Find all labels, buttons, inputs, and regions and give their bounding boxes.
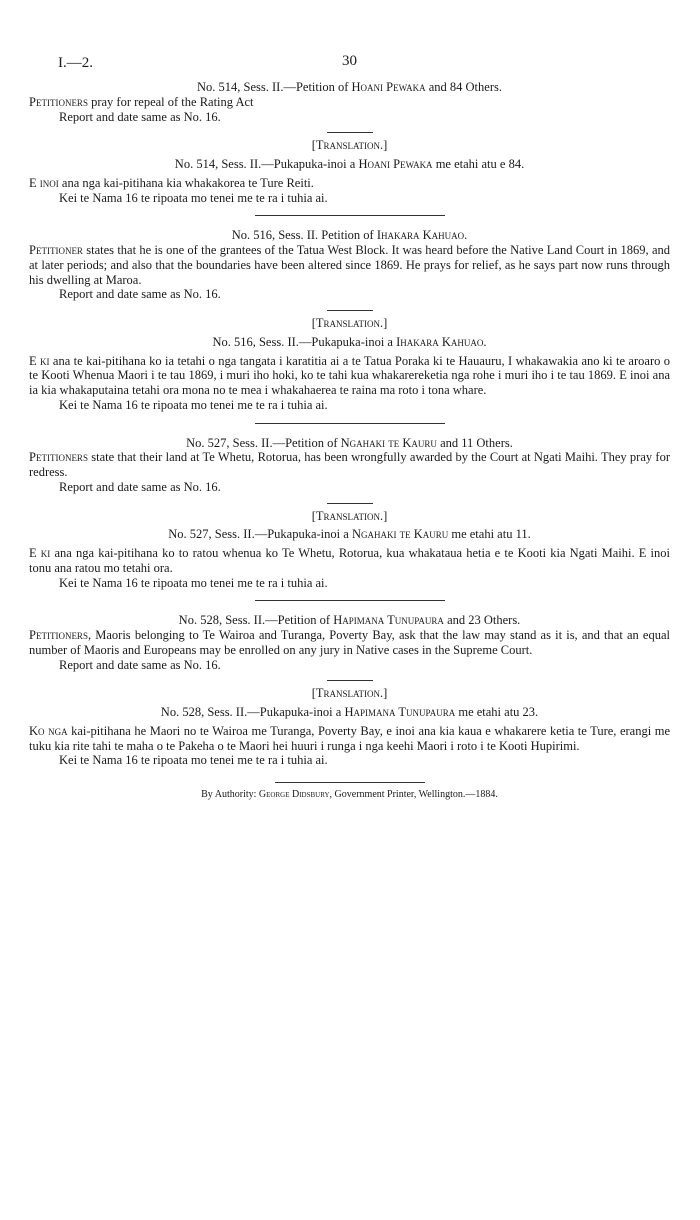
petition-title-suffix: and 23 Others. [447, 613, 521, 628]
petition-section [29, 613, 670, 768]
translation-body-text: ana nga kai-pitihana ko to ratou whenua ko Te Whetu, Rotorua, kua whakataua hetia e te Kooti kia Ngati Maihi. E inoi tonu ana ratou mo tetahi ora. [29, 546, 670, 575]
petition-body [29, 628, 670, 658]
section-divider [255, 215, 445, 216]
translation-petitioner-name: Hapimana Tunupaura [344, 705, 456, 719]
petition-body-lead: Petitioners [29, 628, 88, 642]
petition-report: Report and date same as No. 16. [59, 109, 221, 124]
petition-report: Report and date same as No. 16. [59, 287, 221, 302]
petition-body [29, 450, 670, 480]
petition-section [29, 436, 670, 591]
short-rule [327, 680, 373, 681]
petition-report: Report and date same as No. 16. [59, 479, 221, 494]
translation-title-prefix: No. 516, Sess. II.—Pukapuka-inoi a [212, 334, 393, 349]
translation-title [29, 157, 670, 172]
translation-petitioner-name: Ngahaki te Kauru [351, 527, 449, 542]
translation-title-suffix: me etahi atu e 84. [435, 157, 525, 171]
translation-body [29, 724, 670, 754]
footer-rule [275, 782, 425, 783]
imprint-printer: George Didsbury [258, 789, 330, 800]
petitioner-name: Hapimana Tunupaura [333, 613, 444, 628]
translation-title-prefix: No. 514, Sess. II.—Pukapuka-inoi a [174, 157, 356, 171]
paper-reference: I.—2. [58, 55, 93, 71]
translation-petitioner-name: Hoani Pewaka [358, 157, 433, 171]
petition-body-lead: Petitioners [29, 94, 88, 109]
page-number: 30 [342, 53, 357, 69]
petition-body-text: , Maoris belonging to Te Wairoa and Turanga, Poverty Bay, ask that the law may stand as it is, and that an equal number of Maoris and Europeans may be enrolled on any jury in Native cases in the Supreme Court. [29, 628, 670, 657]
translation-body-lead: E inoi [29, 175, 59, 190]
translation-label: [Translation.] [311, 316, 388, 330]
translation-body [29, 176, 670, 191]
petition-title-suffix: and 84 Others. [428, 80, 502, 94]
petition-title [29, 613, 670, 628]
translation-title [29, 335, 670, 350]
translation-report: Kei te Nama 16 te ripoata mo tenei me te ra i tuhia ai. [59, 753, 328, 768]
translation-body [29, 546, 670, 576]
petition-title-prefix: No. 528, Sess. II.—Petition of [178, 613, 331, 628]
petition-report: Report and date same as No. 16. [59, 657, 221, 672]
petition-title-suffix: and 11 Others. [440, 435, 513, 450]
petition-list [29, 80, 670, 768]
translation-title [29, 527, 670, 542]
petition-section [29, 228, 670, 412]
translation-body-text: kai-pitihana he Maori no te Wairoa me Turanga, Poverty Bay, e inoi ana kia kaua e whakarere ketia te Ture, erangi me tuku kia rite tahi te maha o te Pakeha o te Maori hei huuri i runga i nga keehi Maori i roto i te Kooti Hupirimi. [29, 723, 671, 753]
petition-body [29, 243, 670, 287]
petition-title-prefix: No. 514, Sess. II.—Petition of [197, 80, 349, 94]
translation-label: [Translation.] [311, 508, 388, 523]
translation-title-prefix: No. 528, Sess. II.—Pukapuka-inoi a [160, 705, 342, 719]
translation-body-text: ana te kai-pitihana ko ia tetahi o nga tangata i karatitia ai a te Tatua Poraka ki te Hauauru, I whakawakia ano ki te aroaro o te Kooti Whenua Maori i te tau 1869, i muri iho hoki, ko te tahi kua whakarereketia nga rohe i muri iho i te tau 1869. E inoi ana ia kia whakaputaina tetahi ora mona no te mea i whakahaerea te raina ma roto i tona whare. [29, 353, 670, 397]
translation-label: [Translation.] [311, 138, 388, 153]
translation-report: Kei te Nama 16 te ripoata mo tenei me te ra i tuhia ai. [59, 575, 328, 590]
petitioner-name: Ihakara Kahuao. [376, 228, 468, 243]
translation-title-prefix: No. 527, Sess. II.—Pukapuka-inoi a [168, 527, 349, 542]
translation-body-lead: Ko nga [29, 723, 68, 738]
short-rule [327, 310, 373, 311]
translation-label: [Translation.] [311, 686, 388, 701]
short-rule [327, 132, 373, 133]
petition-body-lead: Petitioners [29, 450, 88, 465]
petition-body-text: pray for repeal of the Rating Act [87, 94, 254, 109]
imprint-suffix: , Government Printer, Wellington.—1884. [329, 789, 498, 800]
translation-title [29, 705, 670, 720]
translation-body-text: ana nga kai-pitihana kia whakakorea te Ture Reiti. [58, 175, 314, 190]
petition-title-prefix: No. 527, Sess. II.—Petition of [186, 435, 338, 450]
petition-body [29, 95, 670, 110]
petition-body-text: state that their land at Te Whetu, Rotorua, has been wrongfully awarded by the Court at Ngati Maihi. They pray for redress. [29, 450, 670, 479]
petition-body-lead: Petitioner [29, 243, 83, 257]
section-divider [255, 423, 445, 424]
translation-report: Kei te Nama 16 te ripoata mo tenei me te ra i tuhia ai. [59, 397, 328, 412]
petition-title [29, 228, 670, 243]
petition-title [29, 436, 670, 451]
section-divider [255, 600, 445, 601]
translation-body-lead: E ki [29, 546, 51, 560]
translation-report: Kei te Nama 16 te ripoata mo tenei me te ra i tuhia ai. [59, 190, 328, 205]
translation-body [29, 354, 670, 398]
translation-body-lead: E ki [29, 353, 50, 368]
petition-body-text: states that he is one of the grantees of the Tatua West Block. It was heard before the Native Land Court in 1869, and at later periods; and also that the boundaries have been altered since 1869. He prays for relief, as he says part now runs through his dwelling at Maroa. [29, 243, 670, 287]
petitioner-name: Hoani Pewaka [351, 80, 426, 94]
translation-title-suffix: me etahi atu 23. [458, 705, 539, 719]
petition-title-prefix: No. 516, Sess. II. Petition of [231, 228, 374, 243]
petitioner-name: Ngahaki te Kauru [340, 435, 437, 450]
page-header [29, 0, 670, 80]
short-rule [327, 503, 373, 504]
printer-imprint [29, 789, 670, 801]
imprint-prefix: By Authority: [201, 789, 257, 800]
translation-petitioner-name: Ihakara Kahuao. [396, 334, 487, 349]
petition-title [29, 80, 670, 95]
translation-title-suffix: me etahi atu 11. [451, 527, 531, 542]
petition-section [29, 80, 670, 205]
